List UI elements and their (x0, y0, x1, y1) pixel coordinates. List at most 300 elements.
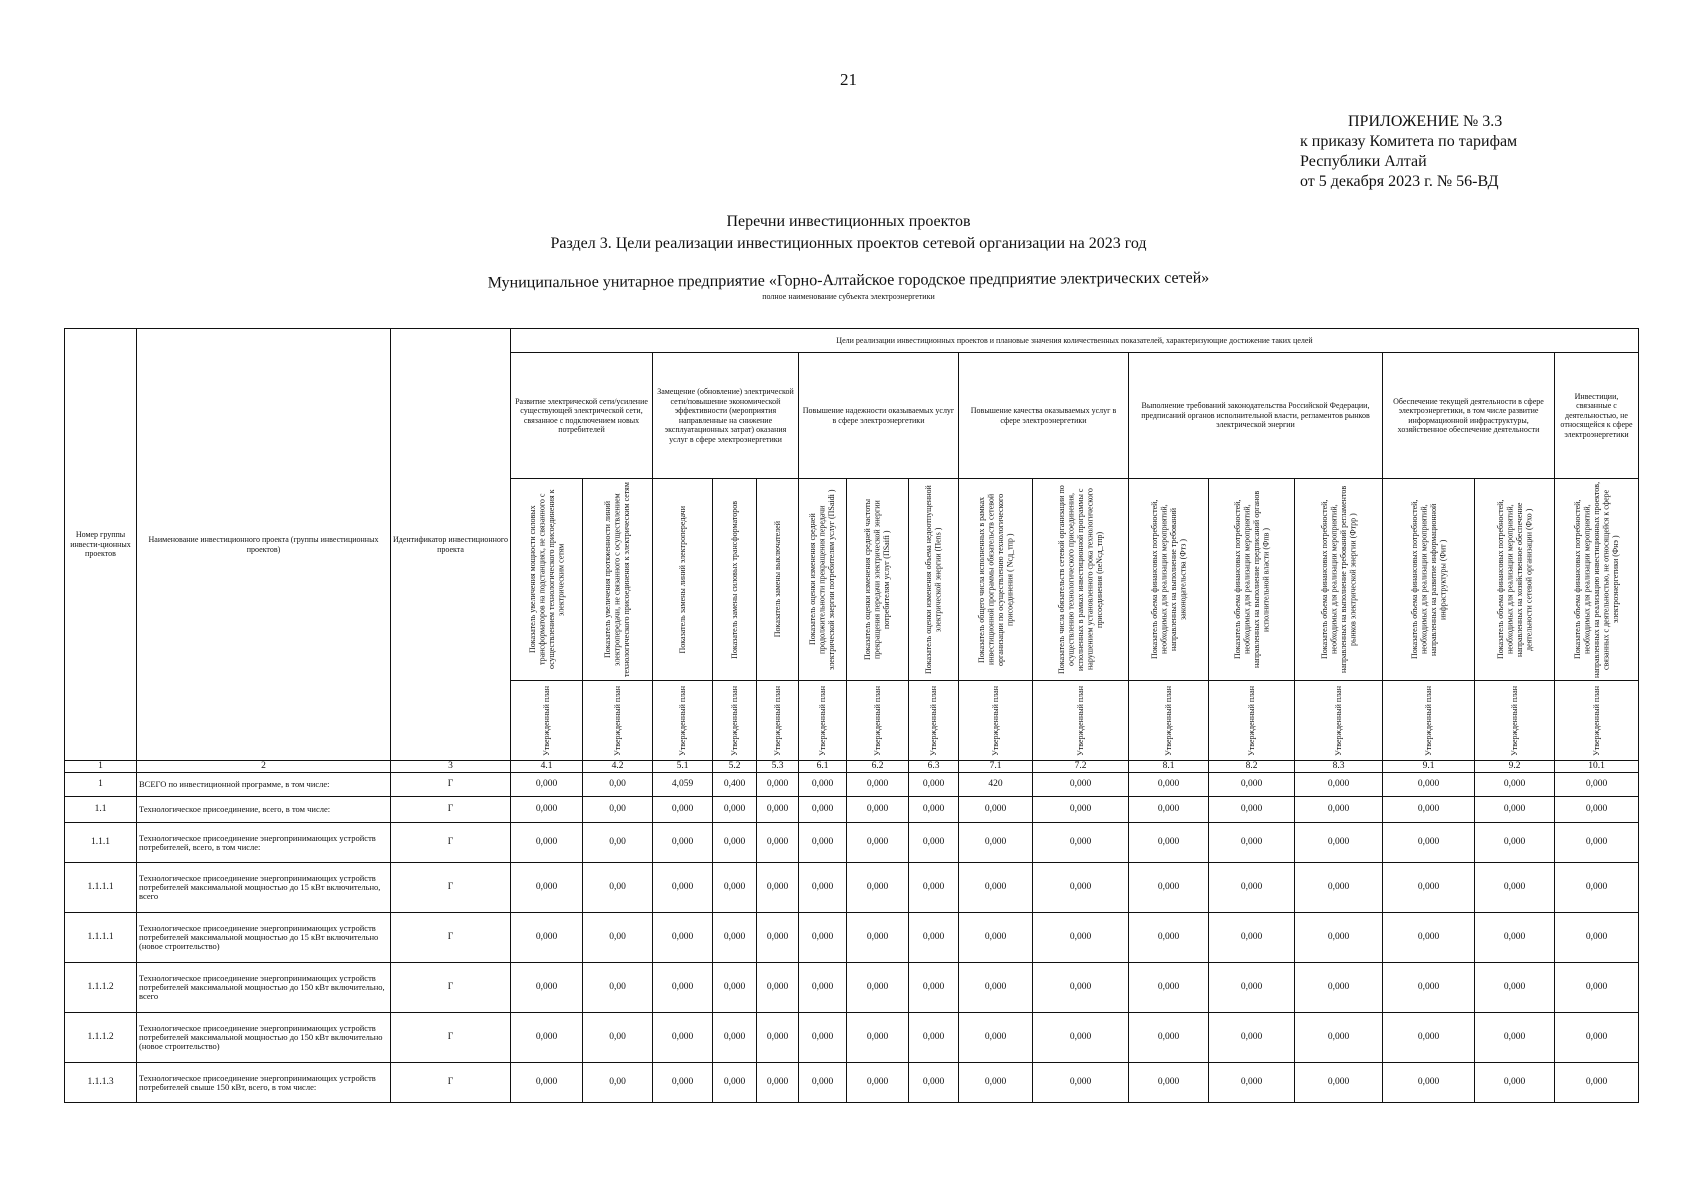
cell-text: 0,000 (535, 931, 558, 942)
header-plan-label (652, 680, 713, 761)
row-project-id (390, 912, 511, 963)
cell-text: 0,00 (609, 778, 626, 789)
cell-text: 0,000 (1069, 1031, 1092, 1042)
cell-text: 0,000 (1157, 778, 1180, 789)
row-value (1208, 862, 1295, 913)
row-number (64, 1062, 137, 1103)
cell-text: Г (447, 836, 454, 847)
header-plan-label (756, 680, 799, 761)
cell-text: 0,000 (766, 881, 789, 892)
row-project-name (136, 822, 391, 863)
header-indicator (1474, 478, 1555, 681)
header-plan-label (1554, 680, 1639, 761)
header-indicator (798, 478, 847, 681)
cell-text: 1.1.1.1 (87, 931, 114, 942)
cell-text: Утвержденный план (541, 685, 551, 756)
cell-text: 0,000 (1157, 1076, 1180, 1087)
cell-text: Г (447, 981, 454, 992)
row-value (652, 862, 713, 913)
cell-text: 0,000 (1585, 803, 1608, 814)
cell-text: 0,000 (766, 803, 789, 814)
cell-text: 0,000 (922, 1031, 945, 1042)
cell-text: Развитие электрической сети/усиление существующей электрической сети, связанное с подключением новых потребителей (515, 396, 648, 434)
cell-text: 0,000 (866, 778, 889, 789)
cell-text: 0,00 (609, 1031, 626, 1042)
row-value (1474, 912, 1555, 963)
row-value (652, 796, 713, 823)
cell-text: 0,000 (535, 981, 558, 992)
header-plan-label (1382, 680, 1475, 761)
cell-text: Утвержденный план (729, 685, 739, 756)
cell-text: 9.1 (1422, 760, 1435, 771)
row-value (958, 912, 1033, 963)
row-value (756, 822, 799, 863)
cell-text: Показатель объема финансовых потребностей, необходимых для реализации мероприятий, направленных на выполнение предписаний органов исполнительной власти (Фпв ) (1232, 490, 1270, 669)
row-value (756, 912, 799, 963)
cell-text: Г (447, 1076, 454, 1087)
cell-text: 6.1 (816, 760, 829, 771)
cell-text: 0,000 (1585, 881, 1608, 892)
header-goals (510, 328, 1639, 353)
row-value (846, 1062, 909, 1103)
cell-text: 0,000 (671, 1031, 694, 1042)
cell-text: 0,00 (609, 981, 626, 992)
cell-text: 0,000 (811, 1076, 834, 1087)
cell-text: Показатель числа обязательств сетевой организации по осуществлению технологического присоединения, исполненных в рамках инвестиционной программы с нарушением установленного срока технологического присоединения (neNсд_тпр) (1056, 485, 1104, 674)
cell-text: Обеспечение текущей деятельности в сфере электроэнергетики, в том числе развитие информационной инфраструктуры, хозяйственное обеспечение деятельности (1393, 396, 1544, 434)
header-plan-label (958, 680, 1033, 761)
row-value (908, 1012, 959, 1063)
cell-text: 0,000 (866, 981, 889, 992)
cell-text: Номер группы инвести-ционных проектов (70, 530, 131, 559)
row-value (1128, 822, 1209, 863)
row-value (846, 1012, 909, 1063)
cell-text: 0,000 (1157, 931, 1180, 942)
row-value (846, 912, 909, 963)
cell-text: Технологическое присоединение энергопринимающих устройств потребителей максимальной мощностью до 150 кВт включительно (новое строительство) (139, 1023, 383, 1051)
cell-text: 0,000 (1503, 931, 1526, 942)
cell-text: Г (447, 931, 454, 942)
row-value (652, 962, 713, 1013)
row-project-name (136, 912, 391, 963)
row-value (798, 796, 847, 823)
header-goal-group (1554, 352, 1639, 479)
cell-text: Показатель оценки изменения средней частоты прекращения передачи электрической энергии потребителям услуг (ΠSaifi ) (863, 498, 892, 661)
row-value (908, 912, 959, 963)
cell-text: 0,00 (609, 836, 626, 847)
cell-text: 0,000 (535, 1031, 558, 1042)
cell-text: 0,000 (723, 931, 746, 942)
cell-text: 0,00 (609, 881, 626, 892)
header-goal-group (510, 352, 653, 479)
cell-text: 0,000 (1069, 803, 1092, 814)
row-value (510, 822, 583, 863)
row-value (582, 962, 653, 1013)
row-value (846, 962, 909, 1013)
row-value (1208, 1012, 1295, 1063)
cell-text: Технологическое присоединение энергопринимающих устройств потребителей максимальной мощностью до 15 кВт включительно, всего (139, 873, 381, 901)
cell-text: 0,000 (1327, 803, 1350, 814)
row-value (1032, 796, 1129, 823)
cell-text: Показатель объема финансовых потребностей, необходимых для реализации мероприятий, направленных на развитие информационной инфраструктуры (Фит ) (1409, 499, 1447, 660)
cell-text: 0,000 (1327, 836, 1350, 847)
cell-text: 0,000 (723, 881, 746, 892)
row-value (756, 862, 799, 913)
cell-text: Технологическое присоединение энергопринимающих устройств потребителей максимальной мощностью до 150 кВт включительно, всего (139, 973, 385, 1001)
header-indicator (908, 478, 959, 681)
header-indicator (712, 478, 757, 681)
header-group-number (64, 328, 137, 761)
row-value (510, 1012, 583, 1063)
cell-text: 0,000 (1503, 778, 1526, 789)
row-project-name (136, 1012, 391, 1063)
row-value (712, 796, 757, 823)
header-indicator (846, 478, 909, 681)
cell-text: 0,000 (1240, 836, 1263, 847)
row-project-name (136, 962, 391, 1013)
header-goal-group (1128, 352, 1383, 479)
organization-name: Муниципальное унитарное предприятие «Горно-Алтайское городское предприятие электрических сетей» (487, 269, 1210, 292)
header-indicator (582, 478, 653, 681)
row-number (64, 862, 137, 913)
row-value (1382, 822, 1475, 863)
row-value (712, 962, 757, 1013)
cell-text: 0,000 (984, 1031, 1007, 1042)
row-value (652, 912, 713, 963)
cell-text: 0,000 (535, 881, 558, 892)
cell-text: 0,000 (811, 931, 834, 942)
header-indicator (1554, 478, 1639, 681)
cell-text: 0,000 (671, 931, 694, 942)
cell-text: 0,000 (1327, 981, 1350, 992)
cell-text: 0,000 (922, 1076, 945, 1087)
cell-text: 5.2 (728, 760, 741, 771)
cell-text: 0,000 (766, 1076, 789, 1087)
row-project-name (136, 1062, 391, 1103)
row-value (908, 1062, 959, 1103)
cell-text: 0,000 (1503, 981, 1526, 992)
row-value (1382, 1012, 1475, 1063)
cell-text: 0,000 (1069, 1076, 1092, 1087)
cell-text: 0,000 (811, 881, 834, 892)
cell-text: 0,00 (609, 803, 626, 814)
header-plan-label (908, 680, 959, 761)
row-value (1208, 822, 1295, 863)
cell-text: 0,000 (766, 981, 789, 992)
cell-text: 0,000 (1240, 981, 1263, 992)
cell-text: 0,000 (984, 881, 1007, 892)
cell-text: Повышение надежности оказываемых услуг в сфере электроэнергетики (802, 406, 955, 425)
row-value (1474, 862, 1555, 913)
header-indicator (1208, 478, 1295, 681)
cell-text: Технологическое присоединение энергопринимающих устройств потребителей, всего, в том числе: (139, 832, 376, 852)
cell-text: Показатель объема финансовых потребностей, необходимых для реализации мероприятий, направленных на выполнение требований регламентов рынков электрической энергии (Фтрр ) (1319, 485, 1357, 674)
cell-text: 0,000 (1157, 981, 1180, 992)
cell-text: 0,000 (1585, 1076, 1608, 1087)
cell-text: Г (447, 1031, 454, 1042)
row-value (1554, 962, 1639, 1013)
row-value (908, 796, 959, 823)
cell-text: 0,000 (1417, 803, 1440, 814)
header-plan-label (798, 680, 847, 761)
row-value (1128, 1012, 1209, 1063)
cell-text: 7.2 (1074, 760, 1087, 771)
row-value (1208, 912, 1295, 963)
row-value (846, 822, 909, 863)
cell-text: 0,000 (1069, 778, 1092, 789)
row-value (1208, 962, 1295, 1013)
row-project-name (136, 772, 391, 797)
cell-text: 1.1.1.3 (87, 1076, 114, 1087)
header-indicator (1128, 478, 1209, 681)
header-plan-label (846, 680, 909, 761)
header-project-id (390, 328, 511, 761)
row-value (1382, 912, 1475, 963)
cell-text: Утвержденный план (1423, 685, 1433, 756)
row-value (1294, 796, 1383, 823)
row-value (798, 962, 847, 1013)
cell-text: 2 (261, 760, 266, 771)
row-value (1128, 962, 1209, 1013)
cell-text: 9.2 (1508, 760, 1521, 771)
row-value (1208, 796, 1295, 823)
cell-text: 0,000 (1240, 803, 1263, 814)
row-value (1128, 796, 1209, 823)
cell-text: 0,000 (723, 803, 746, 814)
cell-text: Утвержденный план (1333, 685, 1343, 756)
cell-text: 0,000 (535, 803, 558, 814)
cell-text: 0,000 (866, 836, 889, 847)
row-value (582, 862, 653, 913)
cell-text: 5.3 (771, 760, 784, 771)
cell-text: Утвержденный план (990, 685, 1000, 756)
cell-text: Выполнение требований законодательства Российской Федерации, предписаний органов исполнительной власти, регламентов рынков электрической энергии (1141, 401, 1370, 430)
row-project-id (390, 796, 511, 823)
row-value (756, 962, 799, 1013)
cell-text: 0,000 (1503, 1076, 1526, 1087)
row-value (958, 822, 1033, 863)
cell-text: 1.1.1.2 (87, 981, 114, 992)
header-indicator (958, 478, 1033, 681)
cell-text: 0,000 (723, 981, 746, 992)
cell-text: 0,000 (1585, 931, 1608, 942)
cell-text: 0,000 (811, 836, 834, 847)
cell-text: 0,000 (766, 1031, 789, 1042)
row-value (846, 862, 909, 913)
cell-text: 0,000 (1327, 1031, 1350, 1042)
row-number (64, 962, 137, 1013)
row-value (712, 1062, 757, 1103)
cell-text: 1 (98, 778, 103, 789)
row-value (1294, 912, 1383, 963)
row-project-id (390, 772, 511, 797)
cell-text: 0,000 (1240, 881, 1263, 892)
cell-text: Показатель оценки изменения объема недоотпущенной электрической энергии (Пens ) (924, 485, 943, 674)
row-value (1294, 772, 1383, 797)
header-plan-label (1294, 680, 1383, 761)
cell-text: 0,000 (535, 1076, 558, 1087)
cell-text: Утвержденный план (612, 685, 622, 756)
cell-text: Утвержденный план (1163, 685, 1173, 756)
cell-text: Г (447, 778, 454, 789)
cell-text: 0,000 (1327, 931, 1350, 942)
cell-text: 0,000 (811, 1031, 834, 1042)
row-value (712, 772, 757, 797)
row-value (1294, 1012, 1383, 1063)
cell-text: 0,000 (866, 1031, 889, 1042)
cell-text: 0,000 (811, 981, 834, 992)
cell-text: 0,000 (1417, 981, 1440, 992)
cell-text: Утвержденный план (772, 685, 782, 756)
cell-text: 7.1 (989, 760, 1002, 771)
row-value (582, 1062, 653, 1103)
cell-text: 0,000 (1157, 881, 1180, 892)
row-value (958, 962, 1033, 1013)
cell-text: 8.2 (1245, 760, 1258, 771)
cell-text: 0,000 (1585, 981, 1608, 992)
cell-text: 1 (98, 760, 103, 771)
row-number (64, 822, 137, 863)
row-value (1554, 1012, 1639, 1063)
cell-text: Утвержденный план (928, 685, 938, 756)
header-indicator (1382, 478, 1475, 681)
cell-text: Технологическое присоединение энергопринимающих устройств потребителей свыше 150 кВт, всего, в том числе: (139, 1072, 376, 1092)
row-value (756, 796, 799, 823)
cell-text: 0,000 (671, 803, 694, 814)
header-indicator (1294, 478, 1383, 681)
row-value (712, 912, 757, 963)
cell-text: Утвержденный план (872, 685, 882, 756)
row-value (756, 1012, 799, 1063)
row-value (1128, 912, 1209, 963)
cell-text: 0,000 (922, 803, 945, 814)
header-project-name (136, 328, 391, 761)
row-value (1032, 1062, 1129, 1103)
row-value (1294, 962, 1383, 1013)
cell-text: 0,000 (866, 931, 889, 942)
row-value (652, 1012, 713, 1063)
cell-text: Показатель увеличения протяженности линий электропередачи, не связанного с осуществлением технологического присоединения к электрическим сетям (603, 482, 632, 677)
row-project-id (390, 862, 511, 913)
cell-text: 3 (448, 760, 453, 771)
row-value (1294, 822, 1383, 863)
row-value (712, 862, 757, 913)
cell-text: 0,000 (1585, 1031, 1608, 1042)
row-value (1294, 1062, 1383, 1103)
document-title: Перечни инвестиционных проектов (726, 213, 971, 230)
page-number: 21 (840, 70, 857, 89)
cell-text: Показатель объема финансовых потребностей, необходимых для реализации мероприятий, направленных на реализацию инвестиционных проектов, связанных с деятельностью, не относящейся к сфере электроэнергетики (Фнэ ) (1572, 481, 1620, 678)
row-value (1554, 862, 1639, 913)
cell-text: 0,000 (535, 778, 558, 789)
row-value (846, 796, 909, 823)
cell-text: 0,000 (984, 836, 1007, 847)
row-value (958, 772, 1033, 797)
cell-text: 0,000 (1327, 1076, 1350, 1087)
header-plan-label (1208, 680, 1295, 761)
cell-text: 0,000 (984, 1076, 1007, 1087)
row-value (798, 1012, 847, 1063)
section-title: Раздел 3. Цели реализации инвестиционных проектов сетевой организации на 2023 год (550, 235, 1147, 252)
cell-text: 8.3 (1332, 760, 1345, 771)
cell-text: 6.2 (871, 760, 884, 771)
row-project-name (136, 796, 391, 823)
row-value (712, 1012, 757, 1063)
row-value (1032, 912, 1129, 963)
row-value (652, 822, 713, 863)
row-value (1474, 822, 1555, 863)
row-value (756, 1062, 799, 1103)
row-number (64, 796, 137, 823)
cell-text: 0,000 (922, 836, 945, 847)
cell-text: 0,000 (1417, 778, 1440, 789)
cell-text: 4.1 (540, 760, 553, 771)
row-value (908, 962, 959, 1013)
cell-text: 0,000 (1157, 1031, 1180, 1042)
row-value (1032, 962, 1129, 1013)
row-value (510, 1062, 583, 1103)
row-value (582, 822, 653, 863)
row-value (1032, 1012, 1129, 1063)
cell-text: Замещение (обновление) электрической сети/повышение экономической эффективности (мероприятия направленные на снижение эксплуатационных затрат) оказания услуг в сфере электроэнергетики (657, 387, 794, 444)
cell-text: 0,000 (922, 881, 945, 892)
row-value (1554, 772, 1639, 797)
header-indicator (510, 478, 583, 681)
row-value (1554, 822, 1639, 863)
row-value (1382, 962, 1475, 1013)
cell-text: Утвержденный план (817, 685, 827, 756)
cell-text: 0,000 (1240, 931, 1263, 942)
appendix-line: от 5 декабря 2023 г. № 56-ВД (1300, 173, 1499, 190)
cell-text: 0,000 (766, 836, 789, 847)
cell-text: Технологическое присоединение энергопринимающих устройств потребителей максимальной мощностью до 15 кВт включительно (новое строительство) (139, 923, 379, 951)
row-value (510, 962, 583, 1013)
row-value (846, 772, 909, 797)
row-value (1474, 796, 1555, 823)
cell-text: Показатель замены выключателей (772, 521, 782, 638)
cell-text: 4.2 (611, 760, 624, 771)
cell-text: Идентификатор инвестиционного проекта (393, 535, 508, 554)
cell-text: Показатель объема финансовых потребностей, необходимых для реализации мероприятий, направленных на выполнение требований законодательства (Фтз ) (1149, 499, 1187, 660)
appendix-line: к приказу Комитета по тарифам (1300, 133, 1518, 150)
row-value (908, 862, 959, 913)
row-value (510, 862, 583, 913)
cell-text: 5.1 (676, 760, 689, 771)
cell-text: Утвержденный план (1246, 685, 1256, 756)
row-value (1382, 772, 1475, 797)
cell-text: Показатель замены силовых трансформаторов (729, 500, 739, 659)
row-project-id (390, 962, 511, 1013)
row-value (510, 912, 583, 963)
cell-text: Технологическое присоединение, всего, в том числе: (139, 804, 331, 814)
cell-text: 0,000 (671, 1076, 694, 1087)
cell-text: 0,000 (766, 931, 789, 942)
cell-text: Наименование инвестиционного проекта (группы инвестиционных проектов) (148, 535, 379, 554)
row-value (582, 796, 653, 823)
row-number (64, 912, 137, 963)
cell-text: 0,000 (1503, 803, 1526, 814)
cell-text: 0,000 (671, 881, 694, 892)
header-goal-group (958, 352, 1129, 479)
row-value (1554, 912, 1639, 963)
cell-text: 0,000 (723, 1031, 746, 1042)
row-value (1474, 1062, 1555, 1103)
row-value (798, 822, 847, 863)
cell-text: 0,000 (671, 836, 694, 847)
cell-text: 10.1 (1588, 760, 1605, 771)
row-value (652, 1062, 713, 1103)
row-value (908, 822, 959, 863)
